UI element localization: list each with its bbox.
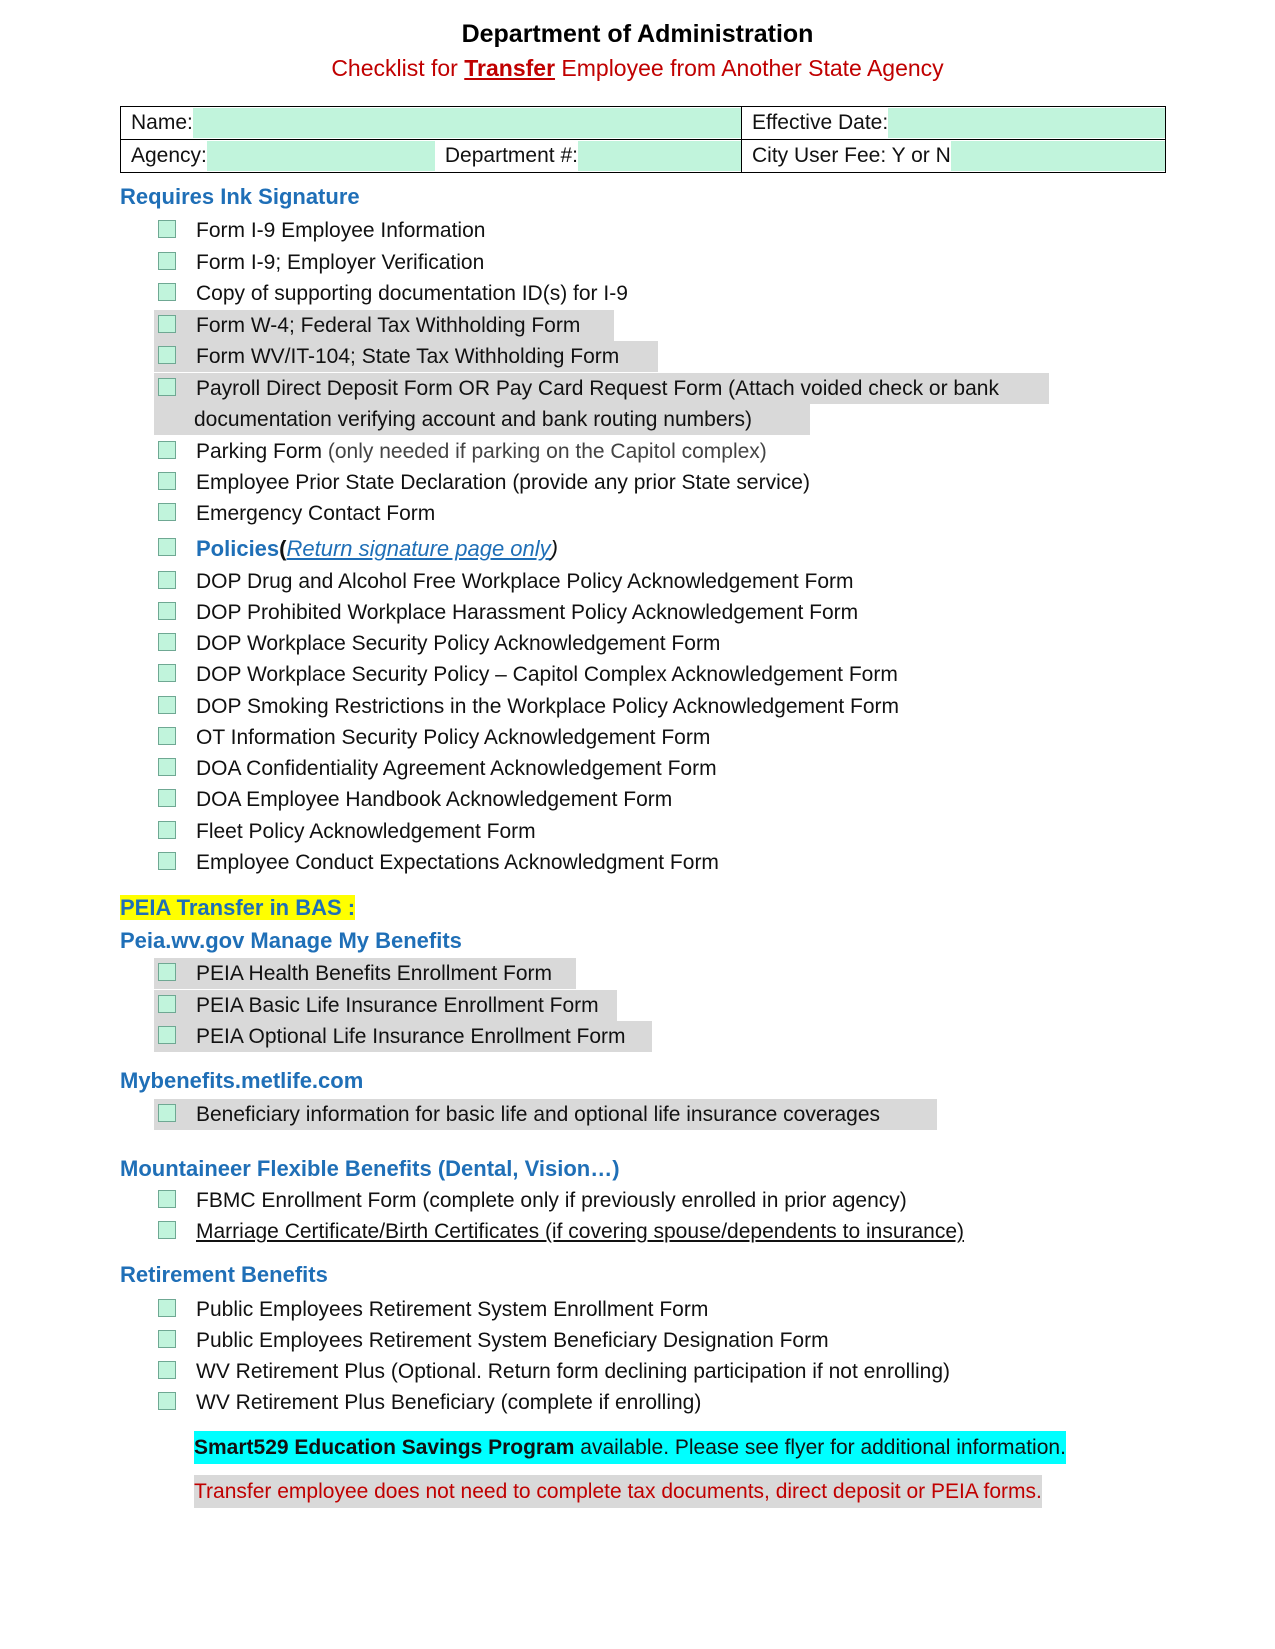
checklist-item: DOP Workplace Security Policy Acknowledgement Form [158, 627, 720, 660]
subtitle-prefix: Checklist for [331, 55, 458, 81]
checklist-item: DOA Confidentiality Agreement Acknowledgement Form [158, 752, 717, 785]
peia-site-heading: Peia.wv.gov Manage My Benefits [120, 928, 462, 953]
checkbox[interactable] [158, 1026, 176, 1044]
checklist-item: OT Information Security Policy Acknowledgement Form [158, 721, 710, 754]
agency-field[interactable] [207, 141, 435, 171]
checkbox[interactable] [158, 472, 176, 490]
checkbox[interactable] [158, 1299, 176, 1317]
checklist-item: Form WV/IT-104; State Tax Withholding Form [158, 340, 619, 373]
subtitle-transfer: Transfer [464, 55, 556, 81]
checklist-item: WV Retirement Plus Beneficiary (complete if enrolling) [158, 1386, 701, 1419]
checkbox[interactable] [158, 602, 176, 620]
checkbox[interactable] [158, 696, 176, 714]
checklist-item-continuation: documentation verifying account and bank routing numbers) [194, 408, 752, 431]
policies-label: Policies [196, 536, 280, 561]
department-label: Department #: [444, 144, 578, 167]
checklist-item: Public Employees Retirement System Beneficiary Designation Form [158, 1324, 829, 1357]
checkbox[interactable] [158, 1330, 176, 1348]
checkbox[interactable] [158, 995, 176, 1013]
checklist-item: DOP Drug and Alcohol Free Workplace Policy Acknowledgement Form [158, 565, 854, 598]
checklist-item: WV Retirement Plus (Optional. Return form declining participation if not enrolling) [158, 1355, 950, 1388]
checkbox[interactable] [158, 789, 176, 807]
ink-signature-heading: Requires Ink Signature [120, 184, 360, 209]
page-title: Department of Administration [461, 20, 814, 48]
retirement-heading: Retirement Benefits [120, 1262, 328, 1287]
subtitle-suffix: Employee from Another State Agency [561, 55, 944, 81]
checkbox[interactable] [158, 315, 176, 333]
checkbox[interactable] [158, 378, 176, 396]
transfer-note: Transfer employee does not need to complete tax documents, direct deposit or PEIA forms. [194, 1475, 1042, 1508]
checkbox[interactable] [158, 633, 176, 651]
checkbox[interactable] [158, 1104, 176, 1122]
effective-date-label: Effective Date: [752, 111, 889, 134]
checkbox[interactable] [158, 283, 176, 301]
checklist-item: Form I-9 Employee Information [158, 214, 485, 247]
metlife-heading: Mybenefits.metlife.com [120, 1068, 364, 1093]
checklist-item: PEIA Basic Life Insurance Enrollment Form [158, 989, 599, 1022]
checkbox[interactable] [158, 220, 176, 238]
checkbox[interactable] [158, 852, 176, 870]
checklist-item: Parking Form (only needed if parking on the Capitol complex) [158, 435, 767, 468]
checklist-item: DOA Employee Handbook Acknowledgement Form [158, 783, 672, 816]
city-user-fee-field[interactable] [951, 141, 1165, 171]
checkbox[interactable] [158, 727, 176, 745]
checklist-item: Payroll Direct Deposit Form OR Pay Card Request Form (Attach voided check or bank [158, 372, 999, 405]
checklist-item: Beneficiary information for basic life and optional life insurance coverages [158, 1098, 880, 1131]
city-user-fee-label: City User Fee: Y or N [752, 144, 951, 167]
agency-label: Agency: [131, 144, 207, 167]
name-label: Name: [131, 111, 193, 134]
checkbox[interactable] [158, 1190, 176, 1208]
checklist-item: FBMC Enrollment Form (complete only if previously enrolled in prior agency) [158, 1184, 907, 1217]
checklist-item: Public Employees Retirement System Enrollment Form [158, 1293, 708, 1326]
page-subtitle [0, 55, 1275, 82]
checkbox[interactable] [158, 1221, 176, 1239]
smart529-title: Smart529 Education Savings Program [194, 1436, 575, 1459]
checkbox[interactable] [158, 538, 176, 556]
checklist-item: Copy of supporting documentation ID(s) for I-9 [158, 277, 628, 310]
name-field[interactable] [193, 108, 741, 138]
checkbox[interactable] [158, 346, 176, 364]
checkbox[interactable] [158, 758, 176, 776]
checkbox[interactable] [158, 1392, 176, 1410]
checkbox[interactable] [158, 571, 176, 589]
checklist-item: Employee Conduct Expectations Acknowledgment Form [158, 846, 719, 879]
checkbox[interactable] [158, 963, 176, 981]
checkbox[interactable] [158, 503, 176, 521]
checklist-item: Form W-4; Federal Tax Withholding Form [158, 309, 580, 342]
checklist-item: Emergency Contact Form [158, 497, 435, 530]
checklist-item: Employee Prior State Declaration (provide any prior State service) [158, 466, 810, 499]
checklist-item: Marriage Certificate/Birth Certificates (if covering spouse/dependents to insurance) [158, 1215, 964, 1248]
mountaineer-heading: Mountaineer Flexible Benefits (Dental, Vision…) [120, 1156, 620, 1181]
department-field[interactable] [578, 141, 741, 171]
checklist-item: DOP Smoking Restrictions in the Workplace Policy Acknowledgement Form [158, 690, 899, 723]
employee-info-table [120, 106, 1166, 173]
checkbox[interactable] [158, 821, 176, 839]
checkbox[interactable] [158, 252, 176, 270]
checklist-item: Fleet Policy Acknowledgement Form [158, 815, 536, 848]
peia-transfer-heading: PEIA Transfer in BAS : [120, 895, 356, 920]
checklist-item: PEIA Health Benefits Enrollment Form [158, 957, 552, 990]
policies-item: Policies(Return signature page only) [158, 532, 558, 565]
checkbox[interactable] [158, 664, 176, 682]
return-signature-link[interactable]: Return signature page only [286, 536, 551, 561]
smart529-note: Smart529 Education Savings Program available. Please see flyer for additional information. [194, 1431, 1066, 1464]
checkbox[interactable] [158, 441, 176, 459]
checklist-item: PEIA Optional Life Insurance Enrollment Form [158, 1020, 626, 1053]
checklist-item: Form I-9; Employer Verification [158, 246, 484, 279]
checklist-item: DOP Prohibited Workplace Harassment Policy Acknowledgement Form [158, 596, 858, 629]
effective-date-field[interactable] [888, 108, 1165, 138]
checklist-item: DOP Workplace Security Policy – Capitol Complex Acknowledgement Form [158, 658, 898, 691]
checkbox[interactable] [158, 1361, 176, 1379]
